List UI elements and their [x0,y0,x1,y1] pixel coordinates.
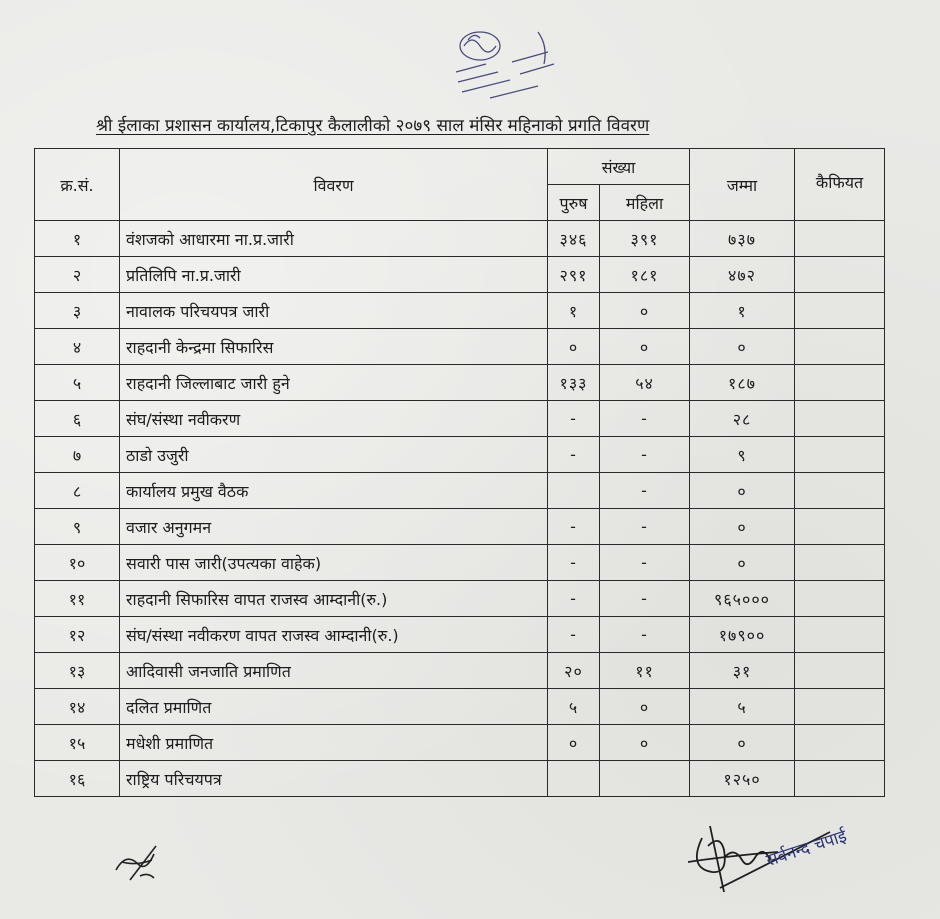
cell-female-count: ११ [600,653,690,689]
cell-total: २८ [690,401,795,437]
cell-remarks [795,329,885,365]
cell-female-count: ३९१ [600,221,690,257]
cell-serial-number: ४ [35,329,120,365]
cell-serial-number: १५ [35,725,120,761]
cell-male-count: - [548,581,600,617]
cell-male-count [548,473,600,509]
cell-female-count: - [600,401,690,437]
cell-male-count: १ [548,293,600,329]
table-row [35,761,885,797]
cell-male-count: ० [548,329,600,365]
table-row [35,257,885,293]
cell-serial-number: ७ [35,437,120,473]
cell-total: ९ [690,437,795,473]
cell-remarks [795,581,885,617]
cell-remarks [795,617,885,653]
table-row [35,725,885,761]
officer-name: सर्वनन्द चपाई [763,826,850,871]
cell-serial-number: १६ [35,761,120,797]
table-row [35,329,885,365]
cell-description: प्रतिलिपि ना.प्र.जारी [120,257,548,293]
cell-total: ३१ [690,653,795,689]
table-row [35,473,885,509]
cell-remarks [795,689,885,725]
cell-female-count: ० [600,329,690,365]
table-row [35,653,885,689]
cell-male-count: १३३ [548,365,600,401]
cell-female-count: १८१ [600,257,690,293]
progress-report-table [34,148,885,797]
cell-male-count: ० [548,725,600,761]
cell-serial-number: १४ [35,689,120,725]
cell-remarks [795,221,885,257]
cell-description: राहदानी जिल्लाबाट जारी हुने [120,365,548,401]
cell-serial-number: १० [35,545,120,581]
cell-description: संघ/संस्था नवीकरण वापत राजस्व आम्दानी(रु.) [120,617,548,653]
cell-male-count: - [548,509,600,545]
cell-description: कार्यालय प्रमुख वैठक [120,473,548,509]
cell-total: ० [690,725,795,761]
table-row [35,401,885,437]
report-title: श्री ईलाका प्रशासन कार्यालय,टिकापुर कैलालीको २०७९ साल मंसिर महिनाको प्रगति विवरण [96,116,650,136]
table-body [35,221,885,797]
header-description: विवरण [120,149,548,221]
cell-description: आदिवासी जनजाति प्रमाणित [120,653,548,689]
table-row [35,689,885,725]
cell-total: ० [690,473,795,509]
cell-female-count: ० [600,725,690,761]
officer-signature-icon [680,818,840,898]
cell-serial-number: ६ [35,401,120,437]
cell-description: राहदानी केन्द्रमा सिफारिस [120,329,548,365]
cell-male-count: ३४६ [548,221,600,257]
initials-signature [112,840,168,886]
cell-male-count: २९१ [548,257,600,293]
cell-description: नावालक परिचयपत्र जारी [120,293,548,329]
cell-remarks [795,437,885,473]
header-row-primary [35,149,885,185]
header-total: जम्मा [690,149,795,221]
header-male: पुरुष [548,185,600,221]
cell-description: राहदानी सिफारिस वापत राजस्व आम्दानी(रु.) [120,581,548,617]
cell-male-count: - [548,437,600,473]
table-row [35,293,885,329]
cell-female-count [600,761,690,797]
cell-serial-number: १२ [35,617,120,653]
cell-description: राष्ट्रिय परिचयपत्र [120,761,548,797]
header-serial-number: क्र.सं. [35,149,120,221]
cell-remarks [795,725,885,761]
cell-female-count: - [600,581,690,617]
cell-male-count: - [548,401,600,437]
table-row [35,509,885,545]
cell-female-count: - [600,509,690,545]
cell-total: १ [690,293,795,329]
cell-male-count: - [548,545,600,581]
cell-serial-number: २ [35,257,120,293]
cell-male-count: ५ [548,689,600,725]
cell-female-count: ० [600,293,690,329]
office-seal-stamp [450,18,562,104]
cell-serial-number: ८ [35,473,120,509]
cell-description: वजार अनुगमन [120,509,548,545]
cell-remarks [795,653,885,689]
cell-remarks [795,293,885,329]
cell-remarks [795,509,885,545]
cell-serial-number: १३ [35,653,120,689]
cell-description: दलित प्रमाणित [120,689,548,725]
table-row [35,581,885,617]
table-row [35,545,885,581]
initials-signature-icon [112,840,168,886]
cell-serial-number: ५ [35,365,120,401]
cell-total: १७९०० [690,617,795,653]
cell-total: ९६५००० [690,581,795,617]
seal-icon [450,18,562,104]
cell-total: १८७ [690,365,795,401]
cell-total: ० [690,545,795,581]
cell-total: १२५० [690,761,795,797]
cell-remarks [795,401,885,437]
table-row [35,221,885,257]
cell-female-count: - [600,437,690,473]
cell-male-count: - [548,617,600,653]
cell-remarks [795,473,885,509]
cell-remarks [795,365,885,401]
cell-total: ० [690,509,795,545]
cell-serial-number: ९ [35,509,120,545]
cell-description: ठाडो उजुरी [120,437,548,473]
cell-description: सवारी पास जारी(उपत्यका वाहेक) [120,545,548,581]
cell-total: ५ [690,689,795,725]
cell-description: संघ/संस्था नवीकरण [120,401,548,437]
cell-serial-number: ३ [35,293,120,329]
officer-signature [680,818,840,898]
cell-remarks [795,257,885,293]
table-row [35,365,885,401]
cell-remarks [795,545,885,581]
cell-remarks [795,761,885,797]
header-remarks: कैफियत [795,149,885,221]
header-female: महिला [600,185,690,221]
cell-total: ४७२ [690,257,795,293]
header-count: संख्या [548,149,690,185]
cell-total: ० [690,329,795,365]
cell-description: मधेशी प्रमाणित [120,725,548,761]
cell-female-count: - [600,545,690,581]
cell-female-count: ० [600,689,690,725]
cell-female-count: - [600,473,690,509]
cell-male-count [548,761,600,797]
cell-serial-number: ११ [35,581,120,617]
cell-total: ७३७ [690,221,795,257]
cell-female-count: ५४ [600,365,690,401]
cell-female-count: - [600,617,690,653]
table-row [35,437,885,473]
table-row [35,617,885,653]
cell-description: वंशजको आधारमा ना.प्र.जारी [120,221,548,257]
cell-serial-number: १ [35,221,120,257]
cell-male-count: २० [548,653,600,689]
